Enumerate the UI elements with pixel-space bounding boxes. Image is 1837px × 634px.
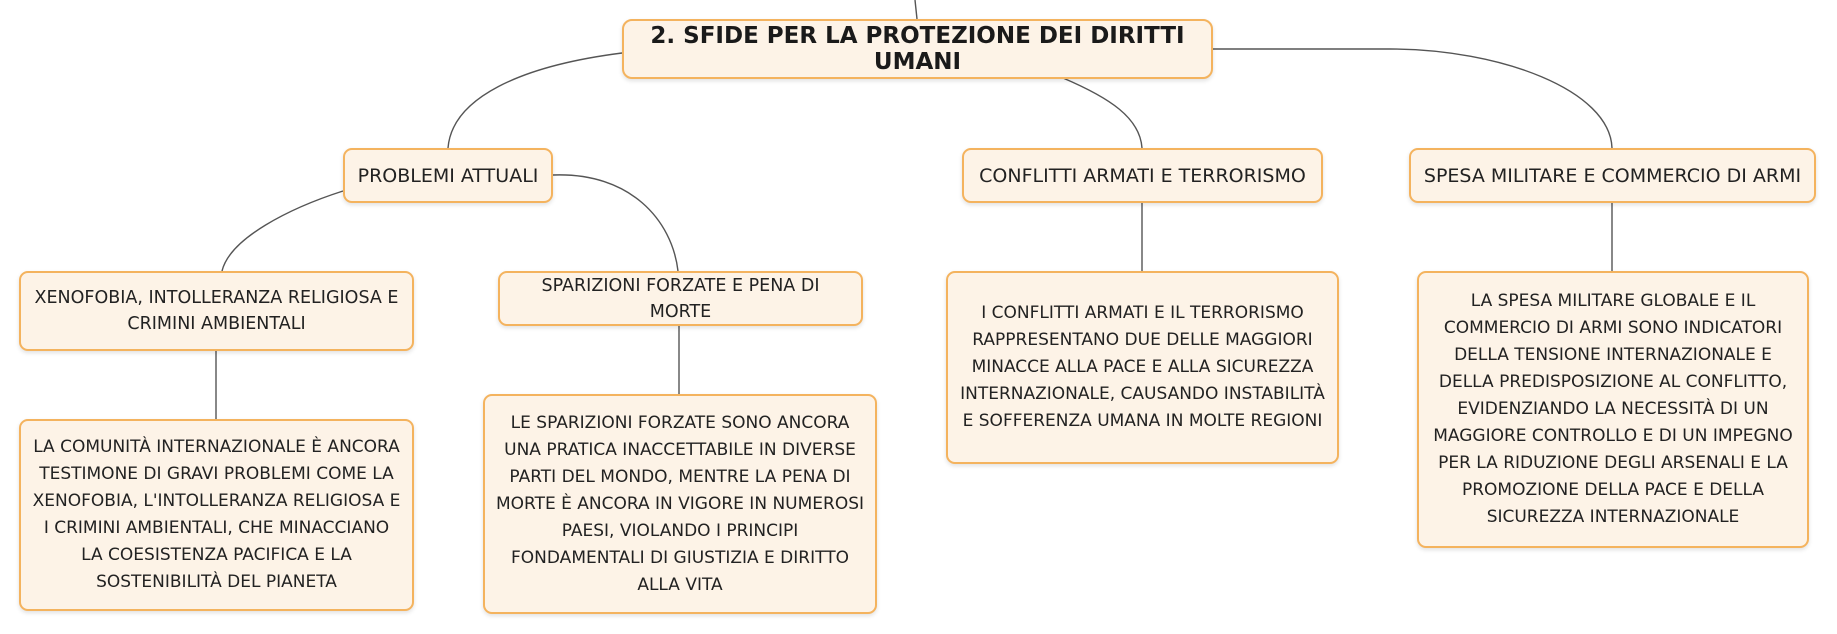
- description-xenofobia[interactable]: [19, 419, 414, 611]
- topic-spesa-militare-label: SPESA MILITARE E COMMERCIO DI ARMI: [1423, 164, 1802, 187]
- topic-conflitti-armati-label: CONFLITTI ARMATI E TERRORISMO: [979, 164, 1306, 187]
- connector-root-to-spesa: [1213, 49, 1612, 148]
- subtopic-xenofobia[interactable]: [19, 271, 414, 351]
- connector-parent-to-root: [915, 0, 917, 19]
- description-sparizioni[interactable]: [483, 394, 877, 614]
- description-sparizioni-text: LE SPARIZIONI FORZATE SONO ANCORA UNA PRATICA INACCETTABILE IN DIVERSE PARTI DEL MONDO, MENTRE LA PENA DI MORTE È ANCORA IN VIGORE IN NUMEROSI PAESI, VIOLANDO I PRINCIPI FONDAMENTALI DI GIUSTIZIA E DIRITTO ALLA VITA: [495, 412, 865, 595]
- subtopic-sparizioni-label: SPARIZIONI FORZATE E PENA DI MORTE: [541, 275, 820, 322]
- connector-problemi-to-sparizioni: [553, 175, 678, 271]
- topic-problemi-attuali[interactable]: [343, 148, 553, 203]
- connector-root-to-conflitti: [1063, 78, 1142, 148]
- subtopic-xenofobia-label: XENOFOBIA, INTOLLERANZA RELIGIOSA E CRIMINI AMBIENTALI: [34, 288, 399, 334]
- topic-spesa-militare[interactable]: [1409, 148, 1816, 203]
- description-conflitti-text: I CONFLITTI ARMATI E IL TERRORISMO RAPPRESENTANO DUE DELLE MAGGIORI MINACCE ALLA PACE E ALLA SICUREZZA INTERNAZIONALE, CAUSANDO INSTABILITÀ E SOFFERENZA UMANA IN MOLTE REGIONI: [960, 303, 1325, 431]
- topic-problemi-attuali-label: PROBLEMI ATTUALI: [357, 164, 539, 187]
- description-conflitti[interactable]: [946, 271, 1339, 464]
- description-spesa[interactable]: [1417, 271, 1809, 548]
- root-topic[interactable]: [622, 19, 1213, 79]
- description-xenofobia-text: LA COMUNITÀ INTERNAZIONALE È ANCORA TESTIMONE DI GRAVI PROBLEMI COME LA XENOFOBIA, L'INTOLLERANZA RELIGIOSA E I CRIMINI AMBIENTALI, CHE MINACCIANO LA COESISTENZA PACIFICA E LA SOSTENIBILITÀ DEL PIANETA: [32, 437, 401, 592]
- connector-problemi-to-xenofobia: [222, 191, 343, 271]
- subtopic-sparizioni[interactable]: [498, 271, 863, 326]
- root-topic-label: 2. SFIDE PER LA PROTEZIONE DEI DIRITTI UMANI: [650, 23, 1185, 75]
- connector-root-to-problemi: [448, 53, 622, 148]
- description-spesa-text: LA SPESA MILITARE GLOBALE E IL COMMERCIO DI ARMI SONO INDICATORI DELLA TENSIONE INTERNAZIONALE E DELLA PREDISPOSIZIONE AL CONFLITTO, EVIDENZIANDO LA NECESSITÀ DI UN MAGGIORE CONTROLLO E DI UN IMPEGNO PER LA RIDUZIONE DEGLI ARSENALI E LA PROMOZIONE DELLA PACE E DELLA SICUREZZA INTERNAZIONALE: [1433, 291, 1793, 527]
- topic-conflitti-armati[interactable]: [962, 148, 1323, 203]
